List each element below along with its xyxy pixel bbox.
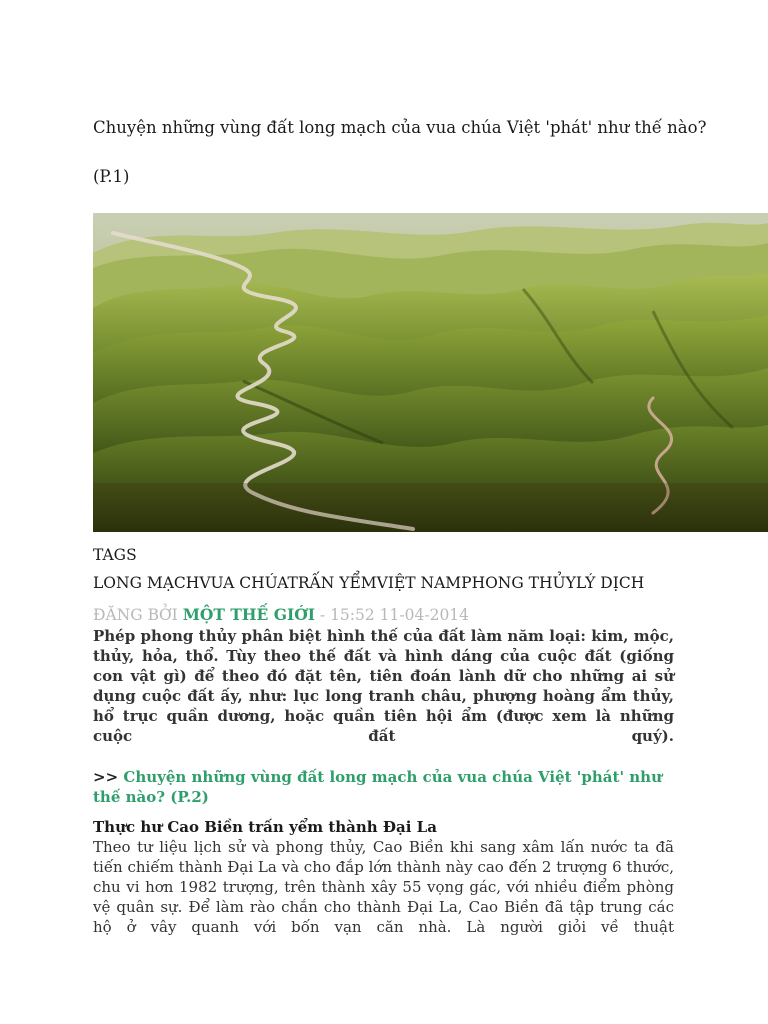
related-article [93, 767, 674, 807]
article-lead: Phép phong thủy phân biệt hình thế của đất làm năm loại: kim, mộc, thủy, hỏa, thổ. Tùy theo thế đất và hình dáng của cuộc đất (giống con vật gì) để theo đó đặt tên, tiên đoán lành dữ cho những ai sử dụng cuộc đất ấy, như: lục long tranh châu, phượng hoàng ẩm thủy, hổ trục quần dương, hoặc quần tiên hội ẩm (được xem là những cuộc đất quý). [93, 627, 674, 745]
author-link[interactable]: MỘT THẾ GIỚI [182, 605, 315, 624]
section-body: Theo tư liệu lịch sử và phong thủy, Cao Biền khi sang xâm lấn nước ta đã tiến chiếm thành Đại La và cho đắp lớn thành này cao đến 2 trượng 6 thước, chu vi hơn 1982 trượng, trên thành xây 55 vọng gác, với nhiều điểm phòng vệ quân sự. Để làm rào chắn cho thành Đại La, Cao Biền đã tập trung các hộ ở vây quanh với bốn vạn căn nhà. Là người giỏi về thuật [93, 838, 674, 936]
byline-timestamp: - 15:52 11-04-2014 [319, 606, 470, 624]
byline [93, 605, 469, 625]
article-part-label: (P.1) [93, 167, 130, 186]
related-arrow: >> [93, 768, 119, 786]
section-heading: Thực hư Cao Biền trấn yểm thành Đại La [93, 818, 437, 836]
byline-prefix: ĐĂNG BỞI [93, 606, 178, 624]
related-article-link[interactable]: Chuyện những vùng đất long mạch của vua chúa Việt 'phát' như thế nào? (P.2) [93, 768, 662, 806]
hero-image [93, 213, 768, 532]
tags-label: TAGS [93, 546, 137, 564]
article-title: Chuyện những vùng đất long mạch của vua chúa Việt 'phát' như thế nào? [93, 118, 707, 137]
green-hills-landscape [93, 213, 768, 532]
tags-list[interactable]: LONG MẠCHVUA CHÚATRẤN YỂMVIỆT NAMPHONG THỦYLÝ DỊCH [93, 574, 645, 592]
